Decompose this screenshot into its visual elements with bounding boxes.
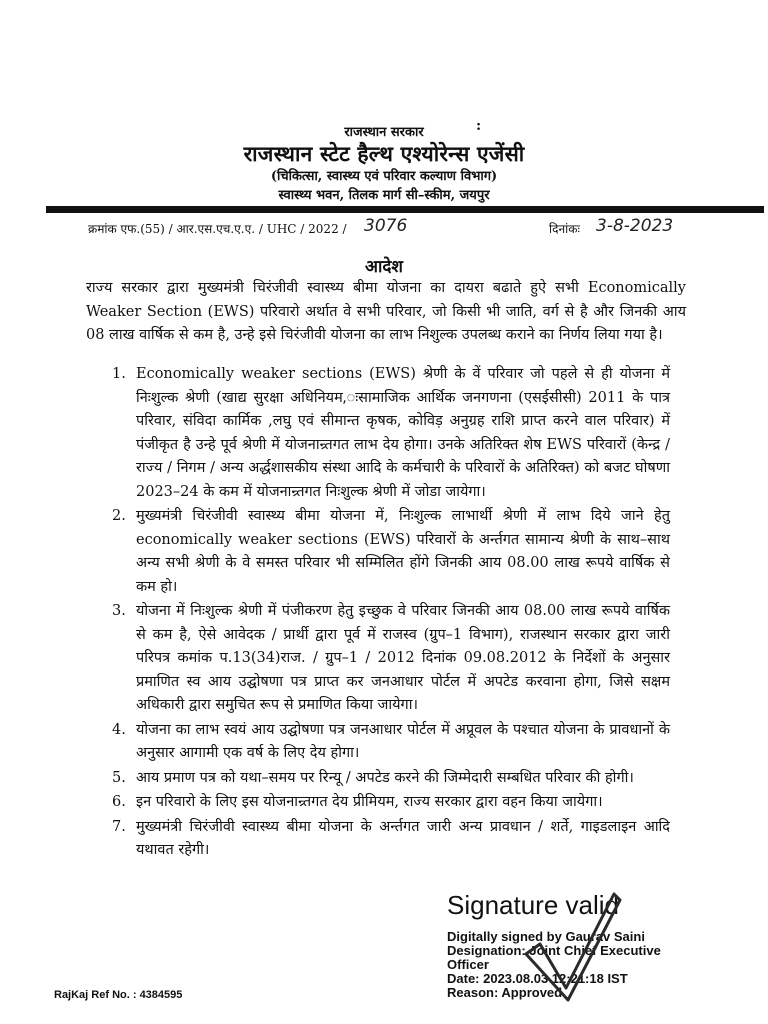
order-point-text: मुख्यमंत्री चिरंजीवी स्वास्थ्य बीमा योजना के अर्न्तगत जारी अन्य प्रावधान / शर्ते, गाइडलाइन आदि यथावत रहेगी। <box>136 818 670 858</box>
government-name: राजस्थान सरकार <box>344 125 424 140</box>
order-point-number: 6. <box>112 794 126 810</box>
order-point-number: 5. <box>112 769 126 786</box>
order-point-text: इन परिवारो के लिए इस योजनान्र्तगत देय प्रीमियम, राज्य सरकार द्वारा वहन किया जायेगा। <box>136 794 603 810</box>
signature-designation: Designation: Joint Chief Executive <box>447 943 661 958</box>
order-point-number: 2. <box>112 508 126 524</box>
header-divider <box>46 206 764 213</box>
order-point-number: 4. <box>112 721 126 738</box>
date-handwritten: 3-8-2023 <box>596 216 674 236</box>
department-name: (चिकित्सा, स्वास्थ्य एवं परिवार कल्याण विभाग) <box>270 169 498 184</box>
intro-paragraph: राज्य सरकार द्वारा मुख्यमंत्री चिरंजीवी स्वास्थ्य बीमा योजना का दायरा बढाते हुऐ सभी Economically Weaker Section (EWS) परिवारो अर्थात वे सभी परिवार, जो किसी भी जाति, वर्ग से है और जिनकी आय 08 लाख वार्षिक से कम है, उन्हे इसे चिरंजीवी योजना का लाभ निशुल्क उपलब्ध कराने का निर्णय लिया गया है। <box>86 280 686 343</box>
order-point-text: योजना में निःशुल्क श्रेणी में पंजीकरण हेतु इच्छुक वे परिवार जिनकी आय 08.00 लाख रूपये वार्षिक से कम है, ऐसे आवेदक / प्रार्थी द्वारा पूर्व में राजस्व (ग्रुप–1 विभाग), राजस्थान सरकार द्वारा जारी परिपत्र कमांक प.13(34)राज. / ग्रुप–1 / 2012 दिनांक 09.08.2012 के निर्देशों के अनुसार प्रमाणित स्व आय उद्घोषणा पत्र प्राप्त कर जनआधार पोर्टल में अपटेड करवाना होगा, जिसे सक्षम अधिकारी द्वारा समुचित रूप से प्रमाणित किया जायेगा। <box>136 603 670 713</box>
checkmark-icon <box>522 892 622 1002</box>
reference-number-handwritten: 3076 <box>364 216 408 236</box>
signature-signer: Digitally signed by Gaurav Saini <box>447 929 645 944</box>
order-point-text: योजना का लाभ स्वयं आय उद्घोषणा पत्र जनआधार पोर्टल में अप्रूवल के पश्चात योजना के प्रावधानों के अनुसार आगामी एक वर्ष के लिए देय होगा। <box>136 721 670 761</box>
order-point-number: 1. <box>112 366 126 382</box>
order-point-number: 3. <box>112 603 126 619</box>
reference-number: क्रमांक एफ.(55) / आर.एस.एच.ए.ए. / UHC / 2022 / <box>88 222 347 236</box>
order-point <box>108 719 670 766</box>
signature-status: Signature valid <box>447 890 619 920</box>
signature-designation-cont: Officer <box>447 957 489 972</box>
order-point-text: Economically weaker sections (EWS) श्रेणी के वें परिवार जो पहले से ही योजना में निःशुल्क श्रेणी (खाद्य सुरक्षा अधिनियम,ःसामाजिक आर्थिक जनगणना (एसईसीसी) 2011 के पात्र परिवार, संविदा कार्मिक ,लघु एवं सीमान्त कृषक, कोविड़ अनुग्रह राशि प्राप्त करने वाल परिवार) में पंजीकृत है उन्हे पूर्व श्रेणी में योजनान्र्तगत लाभ देय होगा। उनके अतिरिक्त शेष EWS परिवारों (केन्द्र / राज्य / निगम / अन्य अर्द्धशासकीय संस्था आदि के कर्मचारी के परिवारों के अतिरिक्त) को बजट घोषणा 2023–24 के कम में योजनान्र्तगत निःशुल्क श्रेणी में जोडा जायेगा। <box>136 366 670 500</box>
order-point-number: 7. <box>112 818 126 835</box>
order-point <box>108 791 670 815</box>
order-point <box>108 363 670 504</box>
signature-reason: Reason: Approved <box>447 985 563 1000</box>
order-point <box>108 600 670 718</box>
order-title: आदेश <box>365 257 403 277</box>
signature-date: Date: 2023.08.03 12:21:18 IST <box>447 971 628 986</box>
order-points-list <box>108 363 670 864</box>
order-point <box>108 767 670 791</box>
date-label: दिनांकः <box>549 222 580 236</box>
order-point-text: आय प्रमाण पत्र को यथा–समय पर रिन्यू / अपटेड करने की जिम्मेदारी सम्बधित परिवार की होगी। <box>136 769 634 786</box>
rajkaj-reference: RajKaj Ref No. : 4384595 <box>54 989 183 1001</box>
agency-address: स्वास्थ्य भवन, तिलक मार्ग सी–स्कीम, जयपुर <box>278 188 490 203</box>
order-point <box>108 505 670 599</box>
order-point-text: मुख्यमंत्री चिरंजीवी स्वास्थ्य बीमा योजना में, निःशुल्क लाभार्थी श्रेणी में लाभ दिये जाने हेतु economically weaker sections (EWS) परिवारों के अर्न्तगत सामान्य श्रेणी के साथ–साथ अन्य सभी श्रेणी के वे समस्त परिवार भी सम्मिलित होंगे जिनकी आय 08.00 लाख रूपये वार्षिक से कम हो। <box>136 508 670 595</box>
order-point <box>108 816 670 863</box>
header-colon-mark: : <box>476 118 482 134</box>
agency-name: राजस्थान स्टेट हैल्थ एश्योरेन्स एजेंसी <box>243 141 525 166</box>
